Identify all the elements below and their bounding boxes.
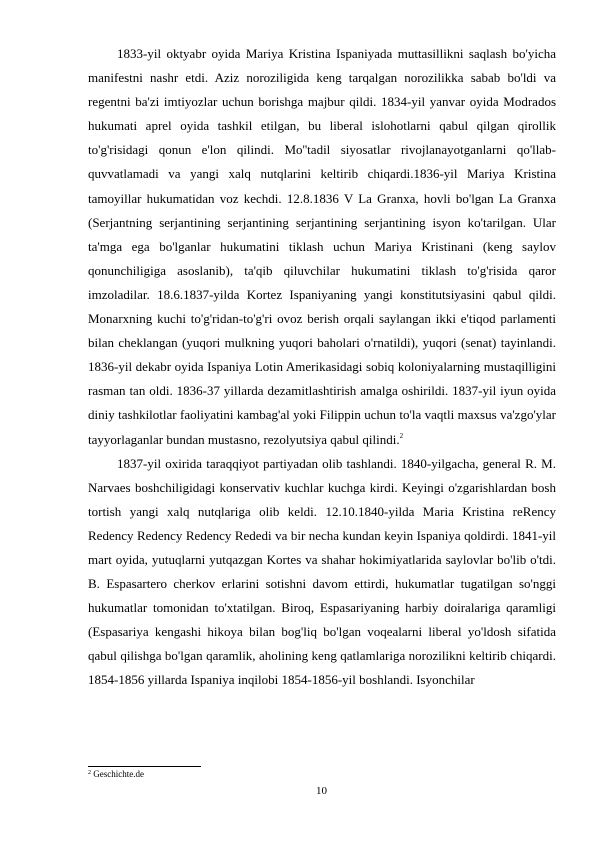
footnote-marker: 2	[88, 770, 91, 776]
footnote-separator	[88, 766, 201, 767]
paragraph	[88, 42, 556, 452]
body-text	[88, 42, 556, 693]
paragraph-text: 1837-yil oxirida taraqqiyot partiyadan olib tashlandi. 1840-yilgacha, general R. M. Narvaes boshchiligidagi konservativ kuchlar kuchga kirdi. Keyingi o'zgarishlardan bosh tortish yangi xalq nutqlariga olib keldi. 12.10.1840-yilda Maria Kristina reRency Redency Redency Redency Rededi va bir necha kundan keyin Ispaniya qoldirdi. 1841-yil mart oyida, yutuqlarni yutqazgan Kortes va shahar hokimiyatlarida saylovlar bo'lib o'tdi. B. Espasartero cherkov erlarini sotishni davom ettirdi, hukumatlar tugatilgan so'nggi hukumatlar tomonidan to'xtatilgan. Biroq, Espasariyaning harbiy doiralariga qaramligi (Espasariya kengashi hikoya bilan bog'liq bo'lgan voqealarni liberal yo'ldosh sifatida qabul qilishga bo'lgan qaramlik, aholining keng qatlamlariga norozilikni keltirib chiqardi. 1854-1856 yillarda Ispaniya inqilobi 1854-1856-yil boshlandi. Isyonchilar	[88, 455, 556, 688]
footnote	[88, 768, 556, 780]
page-number: 10	[316, 785, 327, 797]
paragraph	[88, 452, 556, 693]
footnote-text: Geschichte.de	[93, 769, 144, 779]
footnote-reference: 2	[399, 431, 404, 440]
paragraph-text: 1833-yil oktyabr oyida Mariya Kristina Ispaniyada muttasillikni saqlash bo'yicha manifestni nashr etdi. Aziz noroziligida keng tarqalgan norozilikka sabab bo'ldi va regentni ba'zi imtiyozlar uchun borishga majbur qildi. 1834-yil yanvar oyida Modrados hukumati aprel oyida tashkil etilgan, bu liberal islohotlarni qabul qilgan qirollik to'g'risidagi qonun e'lon qilindi. Mo''tadil siyosatlar rivojlanayotganlarni qo'llab-quvvatlamadi va yangi xalq nutqlarini keltirib chiqardi.1836-yil Mariya Kristina tamoyillar hukumatidan voz kechdi. 12.8.1836 V La Granxa, hovli bo'lgan La Granxa (Serjantning serjantining serjantining serjantining serjantining isyon ko'tarilgan. Ular ta'mga ega bo'lganlar hukumatini tiklash uchun Mariya Kristinani (keng saylov qonunchiligiga asoslanib), ta'qib qiluvchilar hukumatini tiklash to'g'risida qaror imzoladilar. 18.6.1837-yilda Kortez Ispaniyaning yangi konstitutsiyasini qabul qildi. Monarxning kuchi to'g'ridan-to'g'ri ovoz berish orqali saylangan ikki e'tiqod parlamenti bilan cheklangan (yuqori mulkning yuqori baholari o'rnatildi), yuqori (senat) tayinlandi. 1836-yil dekabr oyida Ispaniya Lotin Amerikasidagi sobiq koloniyalarning mustaqilligini rasman tan oldi. 1836-37 yillarda dezamitlashtirish amalga oshirildi. 1837-yil iyun oyida diniy tashkilotlar faoliyatini kambag'al yoki Filippin uchun to'la vaqtli maxsus va'zgo'ylar tayyorlaganlar bundan mustasno, rezolyutsiya qabul qilindi.	[88, 46, 556, 447]
